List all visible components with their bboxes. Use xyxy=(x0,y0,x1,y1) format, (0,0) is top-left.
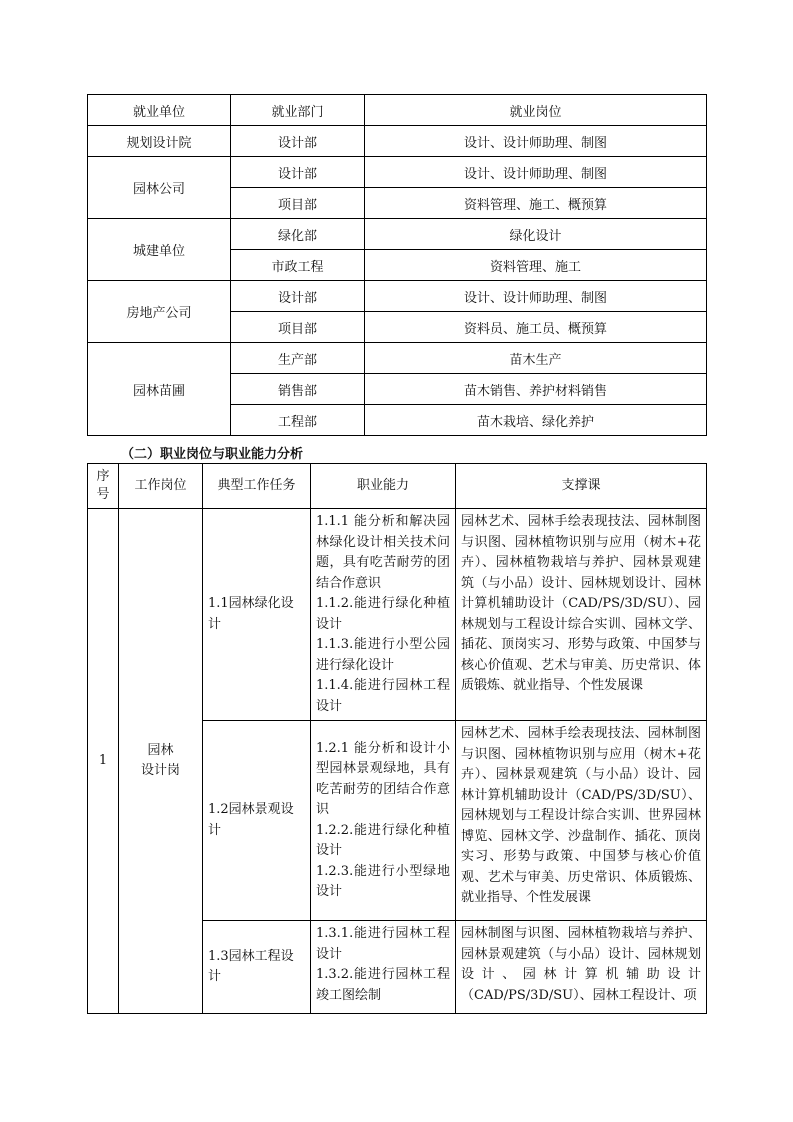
jobs-cell: 资料员、施工员、概预算 xyxy=(365,312,707,343)
header-task: 典型工作任务 xyxy=(203,464,311,509)
header-course: 支撑课 xyxy=(456,464,707,509)
ability-cell: 1.1.1 能分析和解决园林绿化设计相关技术问题，具有吃苦耐劳的团结合作意识 1.1.2.能进行绿化种植设计 1.1.3.能进行小型公园进行绿化设计 1.1.4.能进行园林工程设计 xyxy=(311,509,456,721)
header-post: 工作岗位 xyxy=(119,464,203,509)
table-row xyxy=(88,126,707,157)
employment-table xyxy=(87,94,707,436)
jobs-cell: 绿化设计 xyxy=(365,219,707,250)
jobs-cell: 设计、设计师助理、制图 xyxy=(365,157,707,188)
dept-cell: 销售部 xyxy=(231,374,365,405)
jobs-cell: 设计、设计师助理、制图 xyxy=(365,281,707,312)
course-cell: 园林制图与识图、园林植物栽培与养护、园林景观建筑（与小品）设计、园林规划设计、园林计算机辅助设计（CAD/PS/3D/SU）、园林工程设计、项 xyxy=(456,921,707,1014)
task-cell: 1.3园林工程设计 xyxy=(203,921,311,1014)
ability-cell: 1.3.1.能进行园林工程设计 1.3.2.能进行园林工程竣工图绘制 xyxy=(311,921,456,1014)
course-cell: 园林艺术、园林手绘表现技法、园林制图与识图、园林植物识别与应用（树木+花卉）、园林植物栽培与养护、园林景观建筑（与小品）设计、园林规划设计、园林计算机辅助设计（CAD/PS/3D/SU）、园林规划与工程设计综合实训、园林文学、插花、顶岗实习、形势与政策、中国梦与核心价值观、艺术与审美、历史常识、体质锻炼、就业指导、个性发展课 xyxy=(456,509,707,721)
unit-cell: 城建单位 xyxy=(88,219,231,281)
table-row xyxy=(88,343,707,374)
header-job: 就业岗位 xyxy=(365,95,707,126)
jobs-cell: 苗木销售、养护材料销售 xyxy=(365,374,707,405)
dept-cell: 项目部 xyxy=(231,188,365,219)
dept-cell: 工程部 xyxy=(231,405,365,436)
task-cell: 1.1园林绿化设计 xyxy=(203,509,311,721)
unit-cell: 房地产公司 xyxy=(88,281,231,343)
course-cell: 园林艺术、园林手绘表现技法、园林制图与识图、园林植物识别与应用（树木+花卉）、园林景观建筑（与小品）设计、园林计算机辅助设计（CAD/PS/3D/SU）、园林规划与工程设计综合实训、世界园林博览、园林文学、沙盘制作、插花、顶岗实习、形势与政策、中国梦与核心价值观、艺术与审美、历史常识、体质锻炼、就业指导、个性发展课 xyxy=(456,721,707,921)
dept-cell: 市政工程 xyxy=(231,250,365,281)
jobs-cell: 资料管理、施工、概预算 xyxy=(365,188,707,219)
dept-cell: 设计部 xyxy=(231,126,365,157)
ability-cell: 1.2.1 能分析和设计小型园林景观绿地，具有吃苦耐劳的团结合作意识 1.2.2.能进行绿化种植设计 1.2.3.能进行小型绿地设计 xyxy=(311,721,456,921)
unit-cell: 规划设计院 xyxy=(88,126,231,157)
jobs-cell: 苗木生产 xyxy=(365,343,707,374)
header-dept: 就业部门 xyxy=(231,95,365,126)
dept-cell: 设计部 xyxy=(231,157,365,188)
dept-cell: 生产部 xyxy=(231,343,365,374)
seq-cell: 1 xyxy=(88,509,119,1014)
ability-table xyxy=(87,463,707,1014)
unit-cell: 园林公司 xyxy=(88,157,231,219)
unit-cell: 园林苗圃 xyxy=(88,343,231,436)
table-row xyxy=(88,509,707,721)
jobs-cell: 苗木栽培、绿化养护 xyxy=(365,405,707,436)
table-header-row xyxy=(88,464,707,509)
header-ability: 职业能力 xyxy=(311,464,456,509)
header-unit: 就业单位 xyxy=(88,95,231,126)
section-title: （二）职业岗位与职业能力分析 xyxy=(121,447,304,462)
dept-cell: 绿化部 xyxy=(231,219,365,250)
post-cell: 园林 设计岗 xyxy=(119,509,203,1014)
jobs-cell: 设计、设计师助理、制图 xyxy=(365,126,707,157)
table-row xyxy=(88,281,707,312)
table-header-row xyxy=(88,95,707,126)
task-cell: 1.2园林景观设计 xyxy=(203,721,311,921)
table-row xyxy=(88,219,707,250)
dept-cell: 设计部 xyxy=(231,281,365,312)
jobs-cell: 资料管理、施工 xyxy=(365,250,707,281)
dept-cell: 项目部 xyxy=(231,312,365,343)
header-seq: 序 号 xyxy=(88,464,119,509)
table-row xyxy=(88,157,707,188)
